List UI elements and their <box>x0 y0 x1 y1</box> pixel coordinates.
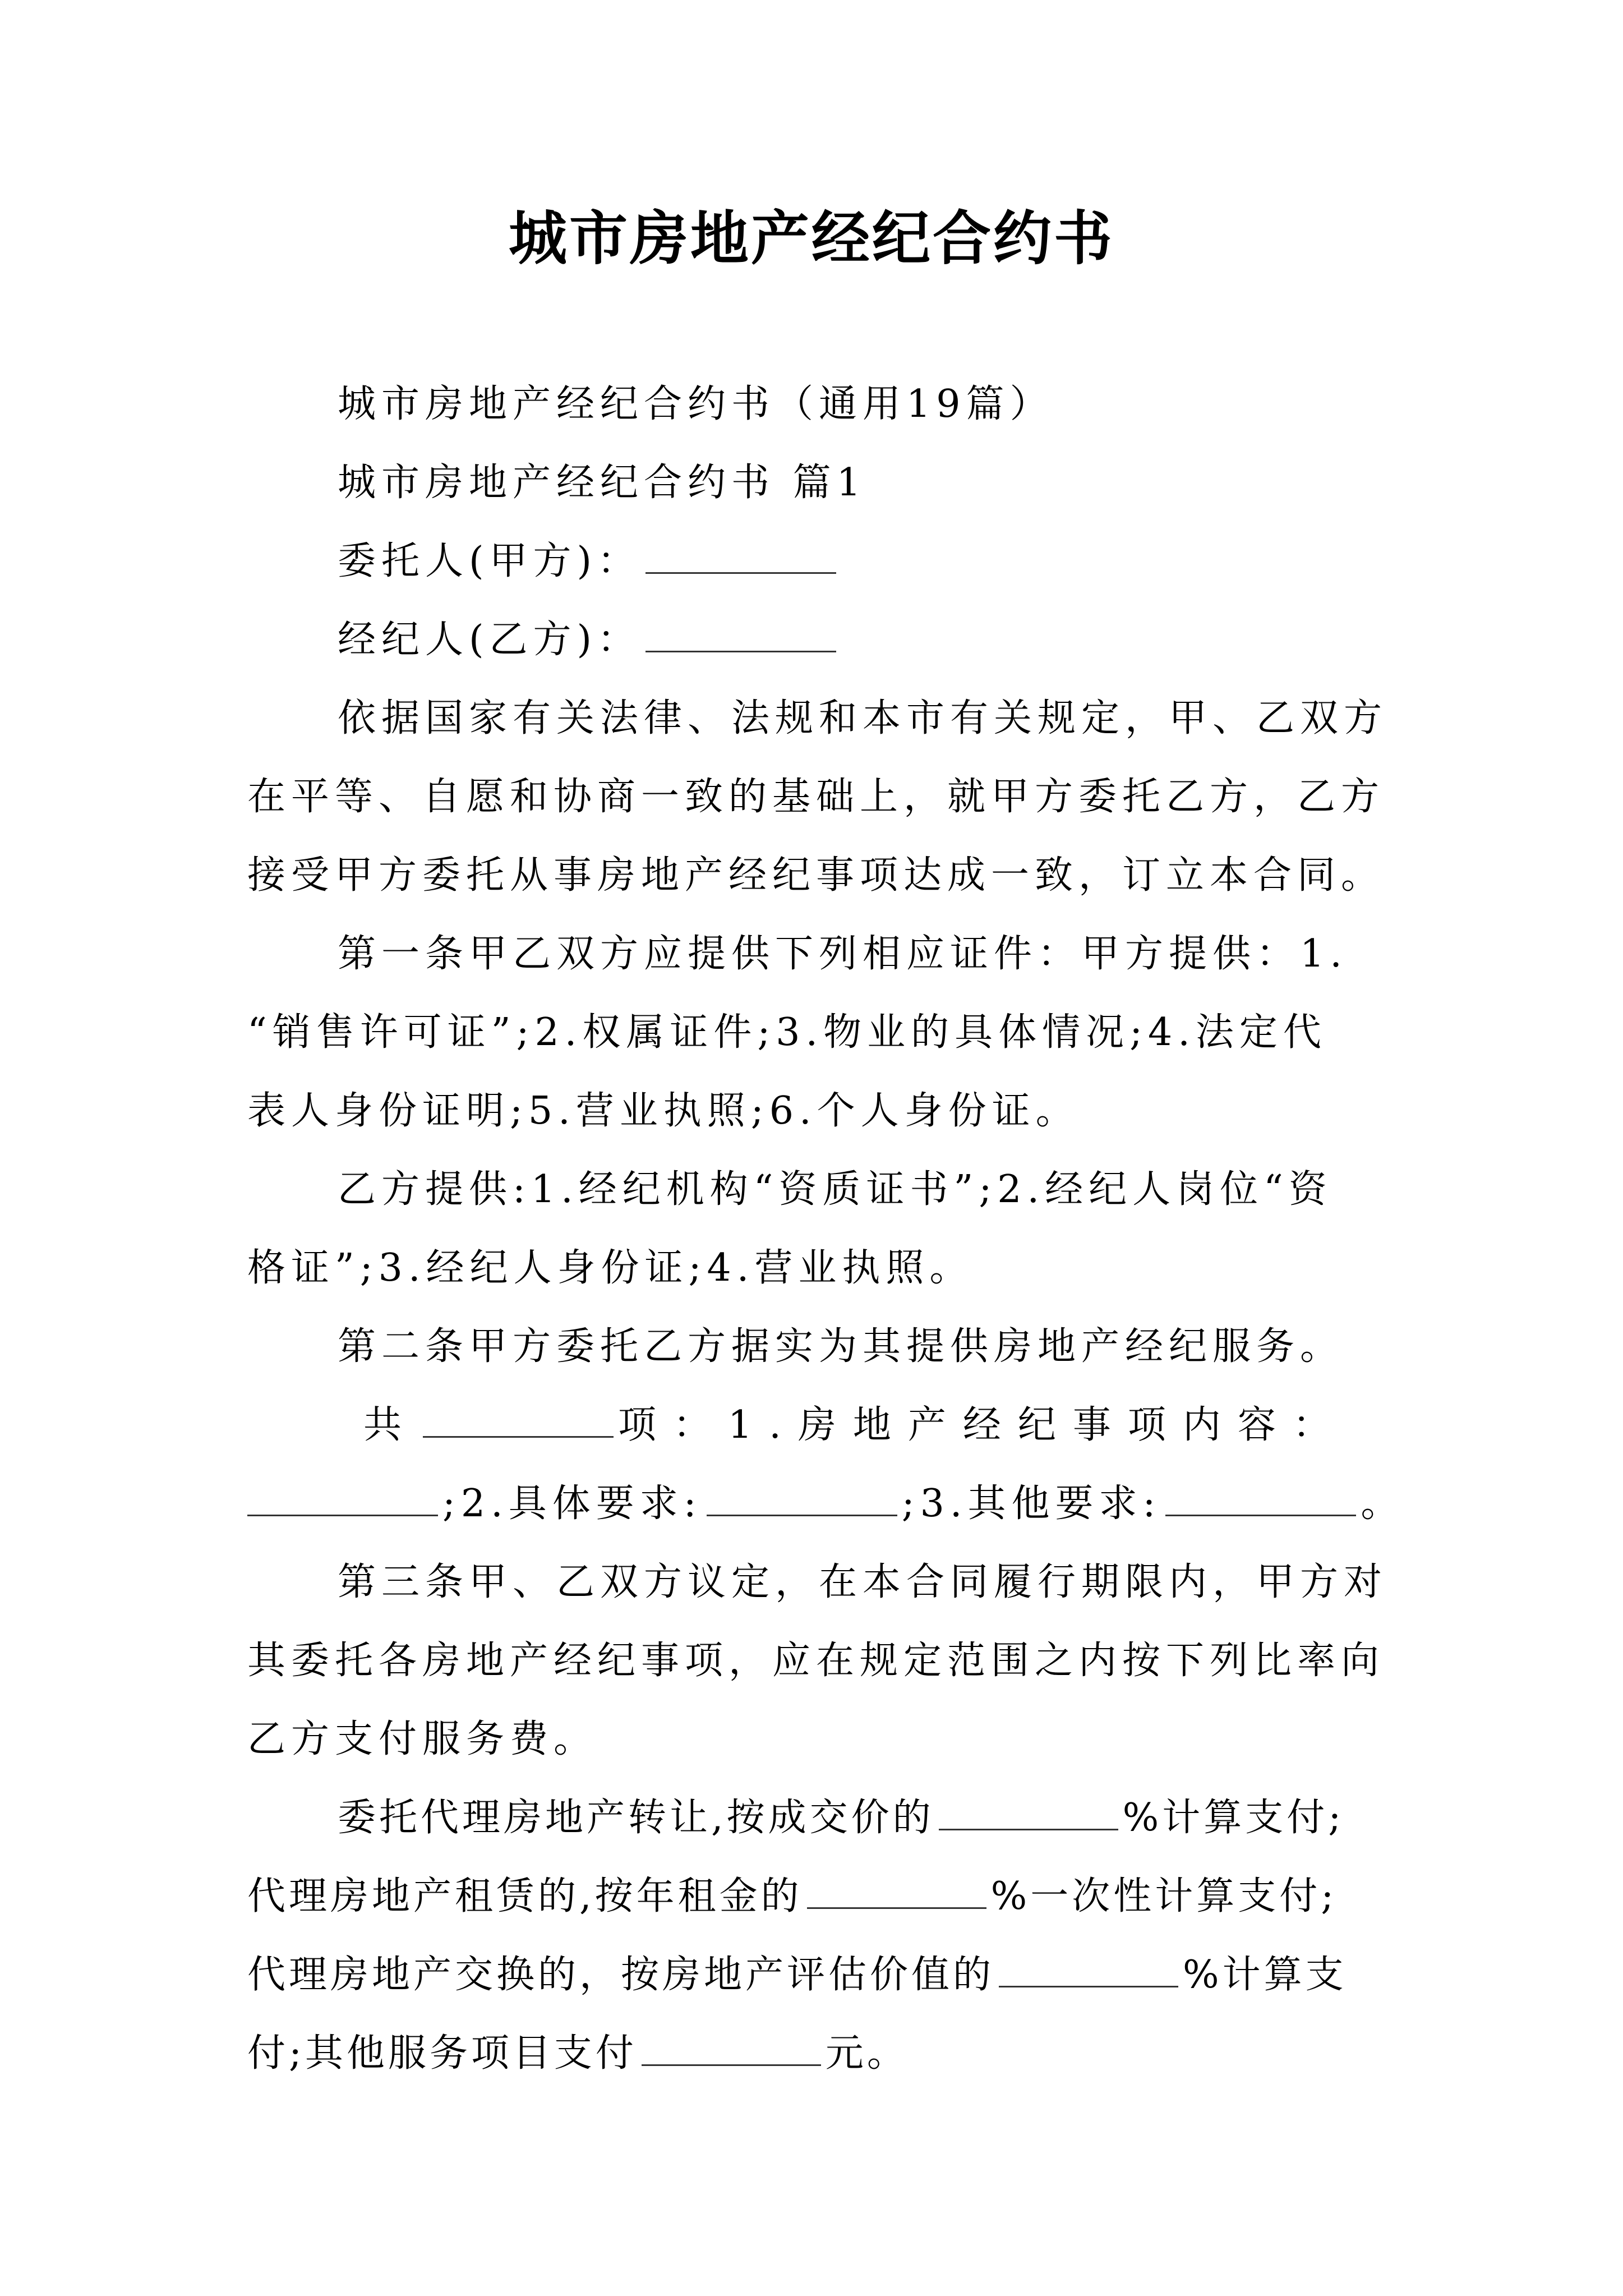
other-requirements-label: ;3.其他要求: <box>901 1481 1161 1526</box>
section-heading <box>0 458 1623 508</box>
paragraph-line <box>0 1007 1623 1058</box>
fee-text-after: %计算支付; <box>1122 1796 1345 1840</box>
paragraph-line <box>0 1714 1623 1765</box>
paragraph-line <box>0 929 1623 979</box>
fee-line-lease <box>0 1871 1623 1922</box>
paragraph-line <box>0 1243 1623 1294</box>
items-count-line <box>0 1400 1623 1451</box>
fee-text-before: 代理房地产交换的，按房地产评估价值的 <box>247 1953 995 1997</box>
paragraph-line <box>0 772 1623 822</box>
fee-text-before: 委托代理房地产转让,按成交价的 <box>338 1796 934 1840</box>
paragraph-text: 在平等、自愿和协商一致的基础上，就甲方委托乙方，乙方 <box>247 775 1385 819</box>
fee-blank <box>939 1826 1118 1830</box>
fee-line-transfer <box>0 1793 1623 1843</box>
requirements-end: 。 <box>1361 1481 1405 1526</box>
fee-text-after: %一次性计算支付; <box>990 1874 1338 1918</box>
fee-text-after: 元。 <box>825 2031 909 2076</box>
party-a-blank <box>645 570 836 574</box>
subtitle-line <box>0 379 1623 430</box>
fee-line-other <box>0 2028 1623 2079</box>
paragraph-text: 第二条甲方委托乙方据实为其提供房地产经纪服务。 <box>338 1324 1344 1369</box>
section-heading-text: 城市房地产经纪合约书 篇1 <box>338 461 866 505</box>
party-a-label: 委托人(甲方)： <box>338 539 642 583</box>
paragraph-line <box>0 850 1623 901</box>
content-blank <box>247 1512 438 1516</box>
specific-requirements-label: ;2.具体要求: <box>442 1481 702 1526</box>
party-b-label: 经纪人(乙方)： <box>338 618 642 662</box>
fee-text-before: 付;其他服务项目支付 <box>247 2031 637 2076</box>
paragraph-text: 接受甲方委托从事房地产经纪事项达成一致，订立本合同。 <box>247 853 1385 898</box>
specific-requirements-blank <box>707 1512 897 1516</box>
items-content-label: 项：1.房地产经纪事项内容： <box>618 1403 1348 1447</box>
requirements-line <box>0 1479 1623 1529</box>
other-requirements-blank <box>1165 1512 1356 1516</box>
paragraph-line <box>0 1322 1623 1372</box>
party-a-line <box>0 536 1623 587</box>
fee-blank <box>999 1984 1178 1987</box>
paragraph-text: 格证”;3.经纪人身份证;4.营业执照。 <box>247 1246 974 1290</box>
items-count-prefix: 共 <box>363 1403 419 1447</box>
party-b-blank <box>645 648 836 652</box>
subtitle-text: 城市房地产经纪合约书（通用19篇） <box>338 382 1054 426</box>
paragraph-text: 依据国家有关法律、法规和本市有关规定，甲、乙双方 <box>338 696 1388 740</box>
fee-text-before: 代理房地产租赁的,按年租金的 <box>247 1874 803 1918</box>
paragraph-text: 第三条甲、乙双方议定，在本合同履行期限内，甲方对 <box>338 1560 1388 1604</box>
paragraph-text: 表人身份证明;5.营业执照;6.个人身份证。 <box>247 1089 1080 1133</box>
document-title: 城市房地产经纪合约书 <box>508 204 1114 273</box>
paragraph-line <box>0 1557 1623 1608</box>
fee-line-exchange <box>0 1950 1623 2000</box>
paragraph-text: 第一条甲乙双方应提供下列相应证件：甲方提供：1. <box>338 932 1348 976</box>
fee-blank <box>807 1905 986 1909</box>
fee-text-after: %计算支 <box>1183 1953 1347 1997</box>
paragraph-line <box>0 1165 1623 1215</box>
paragraph-line <box>0 1086 1623 1137</box>
party-b-line <box>0 615 1623 665</box>
paragraph-text: 乙方提供:1.经纪机构“资质证书”;2.经纪人岗位“资 <box>338 1167 1332 1212</box>
paragraph-text: 乙方支付服务费。 <box>247 1717 598 1761</box>
paragraph-line <box>0 693 1623 744</box>
paragraph-text: “销售许可证”;2.权属证件;3.物业的具体情况;4.法定代 <box>247 1010 1327 1055</box>
items-count-blank <box>423 1434 614 1438</box>
paragraph-text: 其委托各房地产经纪事项，应在规定范围之内按下列比率向 <box>247 1639 1385 1683</box>
paragraph-line <box>0 1636 1623 1686</box>
fee-blank <box>642 2062 821 2066</box>
